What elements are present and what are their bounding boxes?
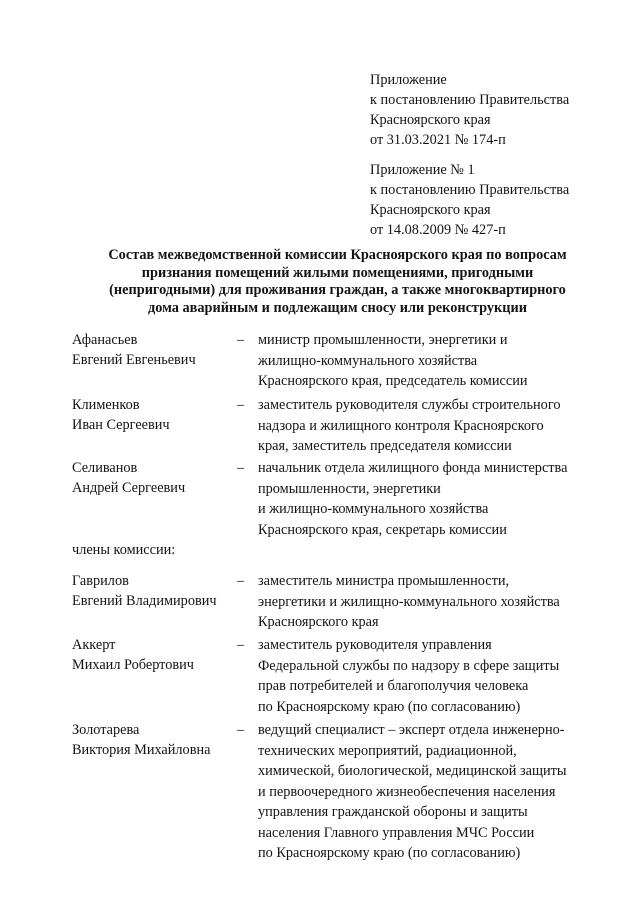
position-line: Красноярского края, председатель комиссии bbox=[258, 373, 528, 389]
position-line: и первоочередного жизнеобеспечения населения bbox=[258, 783, 556, 800]
position-line: энергетики и жилищно-коммунального хозяйства bbox=[258, 593, 560, 610]
position-line: Красноярского края bbox=[258, 614, 379, 630]
position-line: надзора и жилищного контроля Красноярского bbox=[258, 417, 544, 434]
appendix-line: Красноярского края bbox=[370, 202, 491, 218]
position-line: жилищно-коммунального хозяйства bbox=[258, 352, 478, 369]
member-given-name: Михаил Робертович bbox=[72, 657, 194, 673]
member-name bbox=[72, 571, 217, 611]
member-surname: Клименков bbox=[72, 397, 140, 413]
member-name bbox=[72, 635, 194, 675]
member-name bbox=[72, 330, 196, 370]
entry-dash: – bbox=[237, 397, 245, 413]
position-line: по Красноярскому краю (по согласованию) bbox=[258, 698, 521, 715]
member-given-name: Евгений Евгеньевич bbox=[72, 352, 196, 368]
position-line: края, заместитель председателя комиссии bbox=[258, 438, 512, 454]
position-line: и жилищно-коммунального хозяйства bbox=[258, 501, 489, 517]
member-surname: Гаврилов bbox=[72, 573, 129, 589]
title-line: признания помещений жилыми помещениями, пригодными bbox=[141, 264, 534, 281]
member-given-name: Евгений Владимирович bbox=[72, 593, 217, 609]
position-line: управления гражданской обороны и защиты bbox=[258, 804, 528, 820]
appendix-line: от 14.08.2009 № 427-п bbox=[370, 222, 506, 238]
position-line: химической, биологической, медицинской защиты bbox=[258, 763, 567, 779]
member-position bbox=[258, 720, 567, 864]
position-line: начальник отдела жилищного фонда министерства bbox=[258, 460, 568, 476]
position-line: по Красноярскому краю (по согласованию) bbox=[258, 845, 521, 861]
member-position bbox=[258, 395, 560, 457]
entry-dash: – bbox=[237, 332, 245, 348]
title-line: (непригодными) для проживания граждан, а также многоквартирного bbox=[109, 282, 566, 298]
appendix-line: к постановлению Правительства bbox=[370, 92, 570, 108]
position-line: заместитель министра промышленности, bbox=[258, 573, 510, 589]
appendix-header-original bbox=[370, 160, 569, 240]
member-name bbox=[72, 458, 185, 498]
members-section-label: члены комиссии: bbox=[72, 542, 176, 558]
appendix-header-current bbox=[370, 70, 569, 150]
member-surname: Золотарева bbox=[72, 722, 140, 738]
position-line: заместитель руководителя службы строительного bbox=[258, 397, 561, 413]
position-line: технических мероприятий, радиационной, bbox=[258, 742, 517, 759]
appendix-line: Приложение bbox=[370, 72, 447, 88]
appendix-line: Приложение № 1 bbox=[370, 162, 475, 178]
appendix-line: к постановлению Правительства bbox=[370, 182, 570, 198]
position-line: населения Главного управления МЧС России bbox=[258, 824, 535, 841]
entry-dash: – bbox=[237, 722, 245, 738]
member-given-name: Виктория Михайловна bbox=[72, 742, 211, 758]
member-position bbox=[258, 635, 559, 717]
member-position bbox=[258, 458, 567, 540]
appendix-line: Красноярского края bbox=[370, 112, 491, 128]
member-given-name: Иван Сергеевич bbox=[72, 417, 170, 433]
position-line: Красноярского края, секретарь комиссии bbox=[258, 521, 507, 538]
entry-dash: – bbox=[237, 637, 245, 653]
position-line: Федеральной службы по надзору в сфере защиты bbox=[258, 657, 560, 674]
position-line: прав потребителей и благополучия человека bbox=[258, 678, 529, 694]
title-line: Состав межведомственной комиссии Красноярского края по вопросам bbox=[108, 247, 567, 263]
position-line: заместитель руководителя управления bbox=[258, 637, 492, 653]
member-position bbox=[258, 330, 528, 392]
member-name bbox=[72, 395, 170, 435]
position-line: промышленности, энергетики bbox=[258, 480, 441, 497]
entry-dash: – bbox=[237, 460, 245, 476]
member-position bbox=[258, 571, 560, 633]
member-surname: Афанасьев bbox=[72, 332, 138, 348]
member-given-name: Андрей Сергеевич bbox=[72, 480, 186, 496]
title-line: дома аварийным и подлежащим сносу или реконструкции bbox=[148, 299, 527, 316]
member-surname: Аккерт bbox=[72, 637, 116, 653]
entry-dash: – bbox=[237, 573, 245, 589]
position-line: министр промышленности, энергетики и bbox=[258, 332, 508, 348]
appendix-line: от 31.03.2021 № 174-п bbox=[370, 132, 506, 148]
document-title bbox=[60, 247, 615, 317]
member-surname: Селиванов bbox=[72, 460, 138, 476]
position-line: ведущий специалист – эксперт отдела инженерно- bbox=[258, 722, 565, 738]
member-name bbox=[72, 720, 210, 760]
